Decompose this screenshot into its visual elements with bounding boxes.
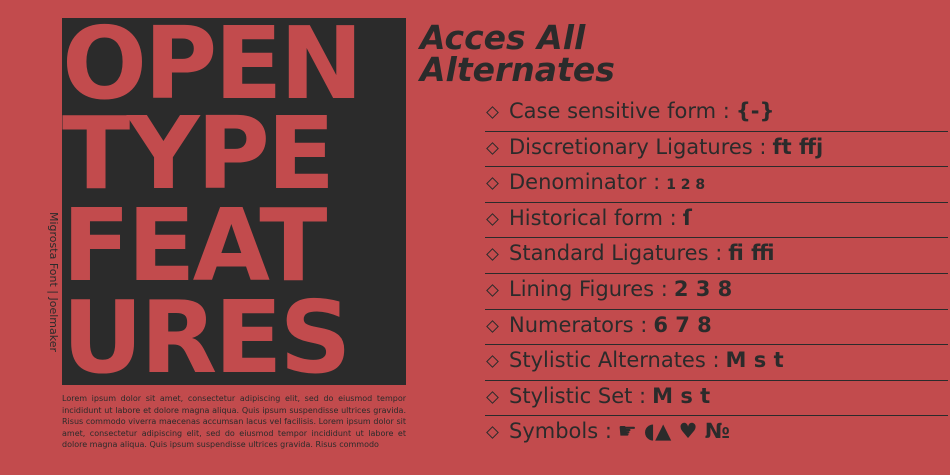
feature-row [485,381,948,417]
feature-label: Stylistic Set : [509,383,647,408]
diamond-bullet-icon [486,213,499,226]
heading-line-1: Acces All [420,18,586,57]
heading-line-2: Alternates [420,50,615,89]
poster-line-4: URES [62,279,349,385]
feature-label: Case sensitive form : [509,99,730,123]
feature-row [485,416,948,451]
feature-sample: ft ffj [772,134,824,159]
diamond-bullet-icon [486,106,499,119]
feature-sample: M s t [652,383,711,408]
feature-row [485,238,948,274]
feature-sample: {-} [735,99,775,123]
diamond-bullet-icon [486,142,499,155]
feature-row [485,96,948,132]
feature-row [485,345,948,381]
poster-line-2: TYPE [62,95,333,212]
diamond-bullet-icon [486,355,499,368]
heading [420,18,615,89]
feature-row [485,203,948,239]
feature-label: Numerators : [509,312,648,337]
feature-label: Stylistic Alternates : [509,348,720,373]
feature-row [485,167,948,203]
feature-label: Discretionary Ligatures : [509,134,767,159]
feature-label: Lining Figures : [509,276,668,301]
feature-row [485,274,948,310]
feature-label: Symbols : [509,419,612,444]
diamond-bullet-icon [486,249,499,262]
lorem-paragraph: Lorem ipsum dolor sit amet, consectetur adipiscing elit, sed do eiusmod tempor incididunt ut labore et dolore magna aliqua. Quis ipsum suspendisse ultrices gravida. Risus commodo viverra maecenas accumsan lacus vel facilisis. Lorem ipsum dolor sit amet, consectetur adipiscing elit, sed do eiusmod tempor incididunt ut labore et dolore magna aliqua. Quis ipsum suspendisse ultrices gravida. Risus commodo [62,394,406,450]
feature-label: Standard Ligatures : [509,241,723,266]
feature-row [485,310,948,346]
feature-label: Denominator : [509,170,661,195]
feature-sample: 2 3 8 [673,276,733,301]
diamond-bullet-icon [486,177,499,190]
side-credit: Migrosta Font | Joelmaker [47,212,60,352]
diamond-bullet-icon [486,426,499,439]
feature-sample: ſ [682,205,692,230]
feature-sample: M s t [725,348,784,373]
feature-list [485,96,948,451]
feature-sample: 1 2 8 [666,177,706,194]
feature-sample: ☛ ◖▲ ♥ № [617,419,730,444]
poster-line-3: FEAT [62,187,325,304]
feature-row [485,132,948,168]
feature-label: Historical form : [509,205,677,230]
diamond-bullet-icon [486,320,499,333]
feature-sample: 6 7 8 [653,312,712,337]
diamond-bullet-icon [486,391,499,404]
poster-line-1: OPEN [62,18,361,122]
diamond-bullet-icon [486,284,499,297]
poster-block [62,18,406,385]
feature-sample: fi ffi [728,241,775,266]
